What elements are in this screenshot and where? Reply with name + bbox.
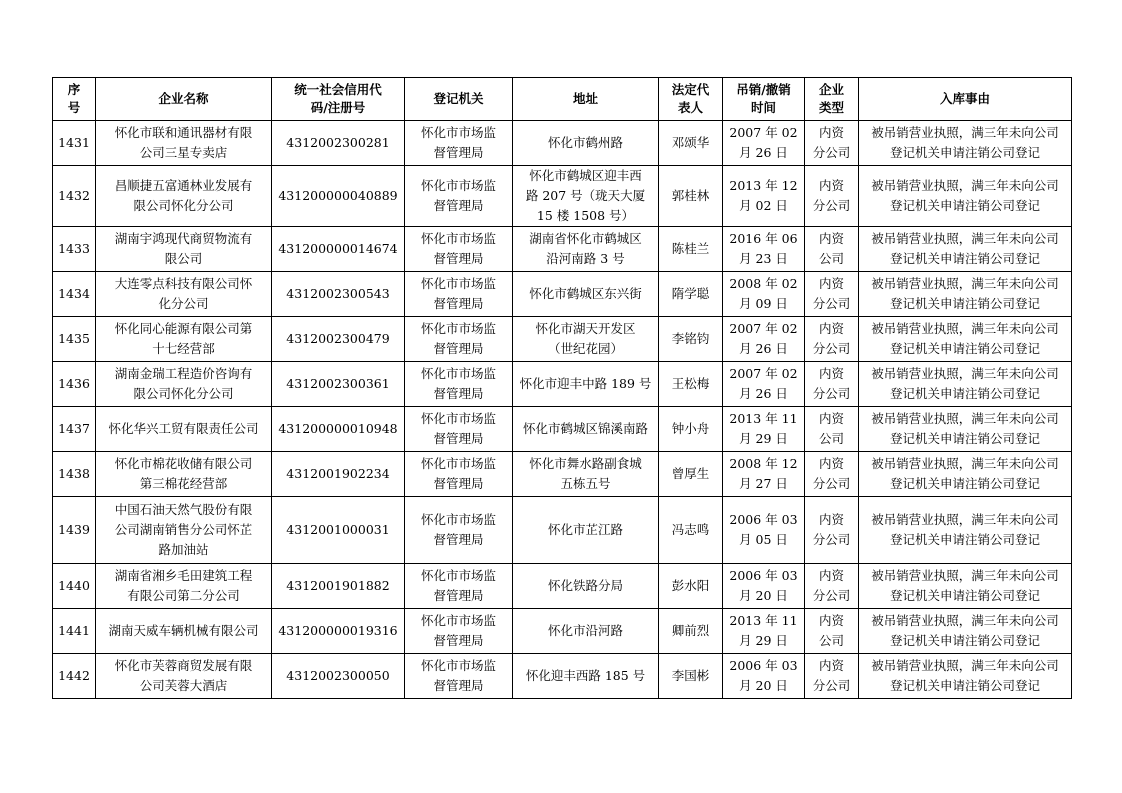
serial-number-cell: 1431: [53, 121, 96, 166]
table-row: [53, 407, 1072, 452]
enterprise-type-cell: 内资 分公司: [805, 317, 859, 362]
address-cell: 怀化市鹤州路: [513, 121, 659, 166]
enterprise-name-cell: 怀化同心能源有限公司第 十七经营部: [96, 317, 272, 362]
registration-authority-cell: 怀化市市场监 督管理局: [405, 166, 513, 227]
address-cell: 怀化市舞水路副食城 五栋五号: [513, 452, 659, 497]
enterprise-name-cell: 湖南金瑞工程造价咨询有 限公司怀化分公司: [96, 362, 272, 407]
enterprise-type-cell: 内资 公司: [805, 407, 859, 452]
credit-code-cell: 4312002300361: [272, 362, 405, 407]
address-cell: 怀化迎丰西路 185 号: [513, 654, 659, 699]
enterprise-type-cell: 内资 分公司: [805, 564, 859, 609]
header-credit-code: 统一社会信用代 码/注册号: [272, 78, 405, 121]
address-cell: 怀化市沿河路: [513, 609, 659, 654]
serial-number-cell: 1433: [53, 227, 96, 272]
inclusion-reason-cell: 被吊销营业执照，满三年未向公司 登记机关申请注销公司登记: [859, 362, 1072, 407]
table-row: [53, 564, 1072, 609]
legal-representative-cell: 钟小舟: [659, 407, 723, 452]
legal-representative-cell: 李国彬: [659, 654, 723, 699]
header-enterprise-type: 企业 类型: [805, 78, 859, 121]
legal-representative-cell: 隋学聪: [659, 272, 723, 317]
serial-number-cell: 1441: [53, 609, 96, 654]
revocation-date-cell: 2013 年 11 月 29 日: [723, 407, 805, 452]
address-cell: 怀化市迎丰中路 189 号: [513, 362, 659, 407]
table-row: [53, 166, 1072, 227]
credit-code-cell: 431200000019316: [272, 609, 405, 654]
revocation-date-cell: 2007 年 02 月 26 日: [723, 121, 805, 166]
enterprise-name-cell: 湖南天威车辆机械有限公司: [96, 609, 272, 654]
enterprise-type-cell: 内资 分公司: [805, 166, 859, 227]
credit-code-cell: 431200000040889: [272, 166, 405, 227]
enterprise-type-cell: 内资 分公司: [805, 362, 859, 407]
enterprise-type-cell: 内资 公司: [805, 227, 859, 272]
revocation-date-cell: 2006 年 03 月 20 日: [723, 654, 805, 699]
table-header: [53, 78, 1072, 121]
serial-number-cell: 1432: [53, 166, 96, 227]
enterprise-name-cell: 湖南省湘乡毛田建筑工程 有限公司第二分公司: [96, 564, 272, 609]
registration-authority-cell: 怀化市市场监 督管理局: [405, 317, 513, 362]
registration-authority-cell: 怀化市市场监 督管理局: [405, 497, 513, 564]
serial-number-cell: 1439: [53, 497, 96, 564]
legal-representative-cell: 曾厚生: [659, 452, 723, 497]
legal-representative-cell: 彭水阳: [659, 564, 723, 609]
legal-representative-cell: 郭桂林: [659, 166, 723, 227]
serial-number-cell: 1440: [53, 564, 96, 609]
serial-number-cell: 1435: [53, 317, 96, 362]
inclusion-reason-cell: 被吊销营业执照，满三年未向公司 登记机关申请注销公司登记: [859, 227, 1072, 272]
enterprise-name-cell: 大连零点科技有限公司怀 化分公司: [96, 272, 272, 317]
revocation-date-cell: 2008 年 02 月 09 日: [723, 272, 805, 317]
table-row: [53, 654, 1072, 699]
legal-representative-cell: 邓颂华: [659, 121, 723, 166]
table-row: [53, 272, 1072, 317]
revocation-date-cell: 2013 年 12 月 02 日: [723, 166, 805, 227]
table-body: [53, 121, 1072, 699]
inclusion-reason-cell: 被吊销营业执照，满三年未向公司 登记机关申请注销公司登记: [859, 317, 1072, 362]
enterprise-name-cell: 怀化市联和通讯器材有限 公司三星专卖店: [96, 121, 272, 166]
enterprise-name-cell: 怀化市芙蓉商贸发展有限 公司芙蓉大酒店: [96, 654, 272, 699]
registration-authority-cell: 怀化市市场监 督管理局: [405, 407, 513, 452]
credit-code-cell: 4312002300281: [272, 121, 405, 166]
revocation-date-cell: 2007 年 02 月 26 日: [723, 317, 805, 362]
header-row: [53, 78, 1072, 121]
table-row: [53, 121, 1072, 166]
legal-representative-cell: 卿前烈: [659, 609, 723, 654]
registration-authority-cell: 怀化市市场监 督管理局: [405, 227, 513, 272]
table-row: [53, 362, 1072, 407]
enterprise-name-cell: 怀化华兴工贸有限责任公司: [96, 407, 272, 452]
serial-number-cell: 1437: [53, 407, 96, 452]
registration-authority-cell: 怀化市市场监 督管理局: [405, 564, 513, 609]
revocation-date-cell: 2006 年 03 月 20 日: [723, 564, 805, 609]
enterprise-name-cell: 昌顺捷五富通林业发展有 限公司怀化分公司: [96, 166, 272, 227]
inclusion-reason-cell: 被吊销营业执照，满三年未向公司 登记机关申请注销公司登记: [859, 272, 1072, 317]
header-serial-number: 序 号: [53, 78, 96, 121]
table-row: [53, 609, 1072, 654]
table-row: [53, 317, 1072, 362]
credit-code-cell: 4312001000031: [272, 497, 405, 564]
header-legal-representative: 法定代 表人: [659, 78, 723, 121]
registration-authority-cell: 怀化市市场监 督管理局: [405, 362, 513, 407]
inclusion-reason-cell: 被吊销营业执照，满三年未向公司 登记机关申请注销公司登记: [859, 564, 1072, 609]
inclusion-reason-cell: 被吊销营业执照，满三年未向公司 登记机关申请注销公司登记: [859, 654, 1072, 699]
enterprise-name-cell: 湖南宇鸿现代商贸物流有 限公司: [96, 227, 272, 272]
inclusion-reason-cell: 被吊销营业执照，满三年未向公司 登记机关申请注销公司登记: [859, 166, 1072, 227]
legal-representative-cell: 李铭钧: [659, 317, 723, 362]
inclusion-reason-cell: 被吊销营业执照，满三年未向公司 登记机关申请注销公司登记: [859, 407, 1072, 452]
registration-authority-cell: 怀化市市场监 督管理局: [405, 272, 513, 317]
header-address: 地址: [513, 78, 659, 121]
address-cell: 湖南省怀化市鹤城区 沿河南路 3 号: [513, 227, 659, 272]
address-cell: 怀化市湖天开发区 （世纪花园）: [513, 317, 659, 362]
enterprise-type-cell: 内资 分公司: [805, 272, 859, 317]
legal-representative-cell: 冯志鸣: [659, 497, 723, 564]
table-row: [53, 227, 1072, 272]
header-inclusion-reason: 入库事由: [859, 78, 1072, 121]
revocation-date-cell: 2008 年 12 月 27 日: [723, 452, 805, 497]
credit-code-cell: 4312002300479: [272, 317, 405, 362]
credit-code-cell: 4312002300050: [272, 654, 405, 699]
registration-authority-cell: 怀化市市场监 督管理局: [405, 452, 513, 497]
header-enterprise-name: 企业名称: [96, 78, 272, 121]
header-revocation-date: 吊销/撤销 时间: [723, 78, 805, 121]
header-registration-authority: 登记机关: [405, 78, 513, 121]
revocation-date-cell: 2013 年 11 月 29 日: [723, 609, 805, 654]
address-cell: 怀化市鹤城区锦溪南路: [513, 407, 659, 452]
enterprise-type-cell: 内资 公司: [805, 609, 859, 654]
registration-authority-cell: 怀化市市场监 督管理局: [405, 609, 513, 654]
address-cell: 怀化市鹤城区迎丰西 路 207 号（珑天大厦 15 楼 1508 号）: [513, 166, 659, 227]
credit-code-cell: 431200000014674: [272, 227, 405, 272]
credit-code-cell: 4312001902234: [272, 452, 405, 497]
table-row: [53, 497, 1072, 564]
legal-representative-cell: 王松梅: [659, 362, 723, 407]
inclusion-reason-cell: 被吊销营业执照，满三年未向公司 登记机关申请注销公司登记: [859, 609, 1072, 654]
enterprise-type-cell: 内资 分公司: [805, 654, 859, 699]
inclusion-reason-cell: 被吊销营业执照，满三年未向公司 登记机关申请注销公司登记: [859, 121, 1072, 166]
enterprise-type-cell: 内资 分公司: [805, 121, 859, 166]
serial-number-cell: 1442: [53, 654, 96, 699]
address-cell: 怀化市鹤城区东兴街: [513, 272, 659, 317]
serial-number-cell: 1438: [53, 452, 96, 497]
revocation-date-cell: 2006 年 03 月 05 日: [723, 497, 805, 564]
revoked-enterprise-table: [52, 77, 1072, 699]
credit-code-cell: 431200000010948: [272, 407, 405, 452]
credit-code-cell: 4312001901882: [272, 564, 405, 609]
serial-number-cell: 1434: [53, 272, 96, 317]
revocation-date-cell: 2016 年 06 月 23 日: [723, 227, 805, 272]
enterprise-name-cell: 怀化市棉花收储有限公司 第三棉花经营部: [96, 452, 272, 497]
inclusion-reason-cell: 被吊销营业执照，满三年未向公司 登记机关申请注销公司登记: [859, 497, 1072, 564]
enterprise-type-cell: 内资 分公司: [805, 497, 859, 564]
serial-number-cell: 1436: [53, 362, 96, 407]
address-cell: 怀化铁路分局: [513, 564, 659, 609]
enterprise-type-cell: 内资 分公司: [805, 452, 859, 497]
revocation-date-cell: 2007 年 02 月 26 日: [723, 362, 805, 407]
inclusion-reason-cell: 被吊销营业执照，满三年未向公司 登记机关申请注销公司登记: [859, 452, 1072, 497]
legal-representative-cell: 陈桂兰: [659, 227, 723, 272]
table-row: [53, 452, 1072, 497]
registration-authority-cell: 怀化市市场监 督管理局: [405, 121, 513, 166]
credit-code-cell: 4312002300543: [272, 272, 405, 317]
registration-authority-cell: 怀化市市场监 督管理局: [405, 654, 513, 699]
address-cell: 怀化市芷江路: [513, 497, 659, 564]
enterprise-name-cell: 中国石油天然气股份有限 公司湖南销售分公司怀芷 路加油站: [96, 497, 272, 564]
